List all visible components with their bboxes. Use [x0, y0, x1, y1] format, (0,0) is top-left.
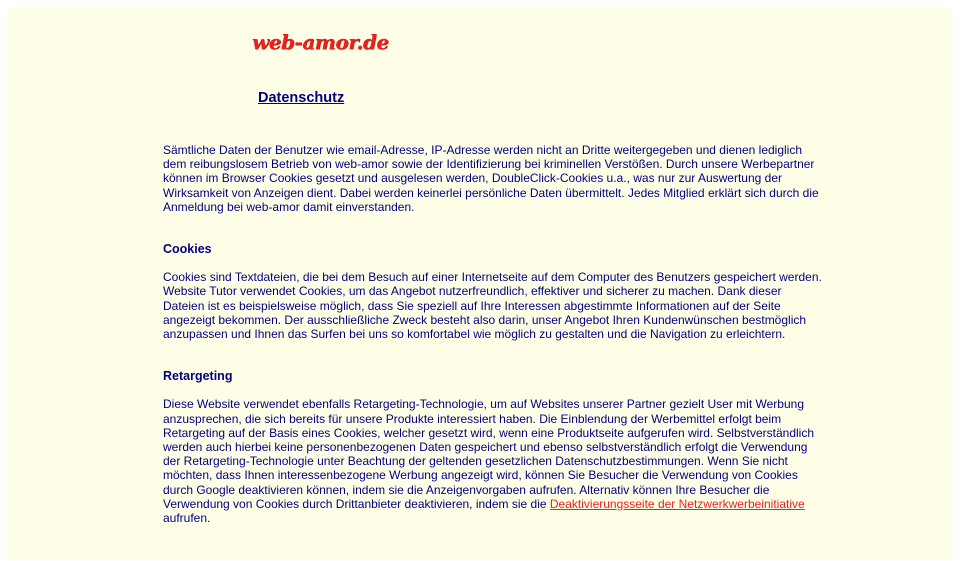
retargeting-heading: Retargeting — [163, 369, 233, 384]
retargeting-text: Diese Website verwendet ebenfalls Retargeting-Technologie, um auf Websites unserer Partner gezielt User mit Werbung anzusprechen, die sich bereits für unsere Produkte interessiert haben. Die Einblendung der Werbemittel erfolgt beim Retargeting auf der Basis eines Cookies, welcher gesetzt wird, wenn eine Produktseite aufgerufen wird. Selbstverständlich werden auch hierbei keine personenbezogenen Daten gespeichert und ebenso selbstverständlich erfolgt die Verwendung der Retargeting-Technologie unter Beachtung der geltenden gesetzlichen Datenschutzbestimmungen. Wenn Sie nicht möchten, dass Ihnen interessenbezogene Werbung angezeigt wird, können Sie Besucher die Verwendung von Cookies durch Google deaktivieren können, indem sie die Anzeigenvorgaben aufrufen. Alternativ können Ihre Besucher die Verwendung von Cookies durch Drittanbieter deaktivieren, indem sie die — [163, 397, 815, 511]
page-container — [8, 8, 952, 560]
intro-paragraph: Sämtliche Daten der Benutzer wie email-Adresse, IP-Adresse werden nicht an Dritte weitergegeben und dienen lediglich dem reibungslosem Betrieb von web-amor sowie der Identifizierung bei kriminellen Verstößen. Durch unsere Werbepartner können im Browser Cookies gesetzt und ausgelesen werden, DoubleClick-Cookies u.a., was nur zur Auswertung der Wirksamkeit von Anzeigen dient. Dabei werden keinerlei persönliche Daten übermittelt. Jedes Mitglied erklärt sich durch die Anmeldung bei web-amor damit einverstanden. — [163, 143, 819, 214]
page-title[interactable]: Datenschutz — [258, 90, 345, 106]
site-logo: web-amor.de — [252, 30, 389, 54]
cookies-paragraph: Cookies sind Textdateien, die bei dem Besuch auf einer Internetseite auf dem Computer des Benutzers gespeichert werden. Website Tutor verwendet Cookies, um das Angebot nutzerfreundlich, effektiver und sicherer zu machen. Dank dieser Dateien ist es beispielsweise möglich, dass Sie speziell auf Ihre Interessen abgestimmte Informationen auf der Seite angezeigt bekommen. Der ausschließliche Zweck besteht also darin, unser Angebot Ihren Kundenwünschen bestmöglich anzupassen und Ihnen das Surfen bei uns so komfortabel wie möglich zu gestalten und die Navigation zu erleichtern. — [163, 270, 822, 342]
deactivation-page-link[interactable]: Deaktivierungsseite der Netzwerkwerbeinitiative — [549, 496, 805, 511]
retargeting-paragraph — [163, 397, 823, 525]
cookies-heading: Cookies — [163, 242, 212, 257]
retargeting-suffix: aufrufen. — [163, 511, 211, 526]
content — [163, 143, 823, 525]
